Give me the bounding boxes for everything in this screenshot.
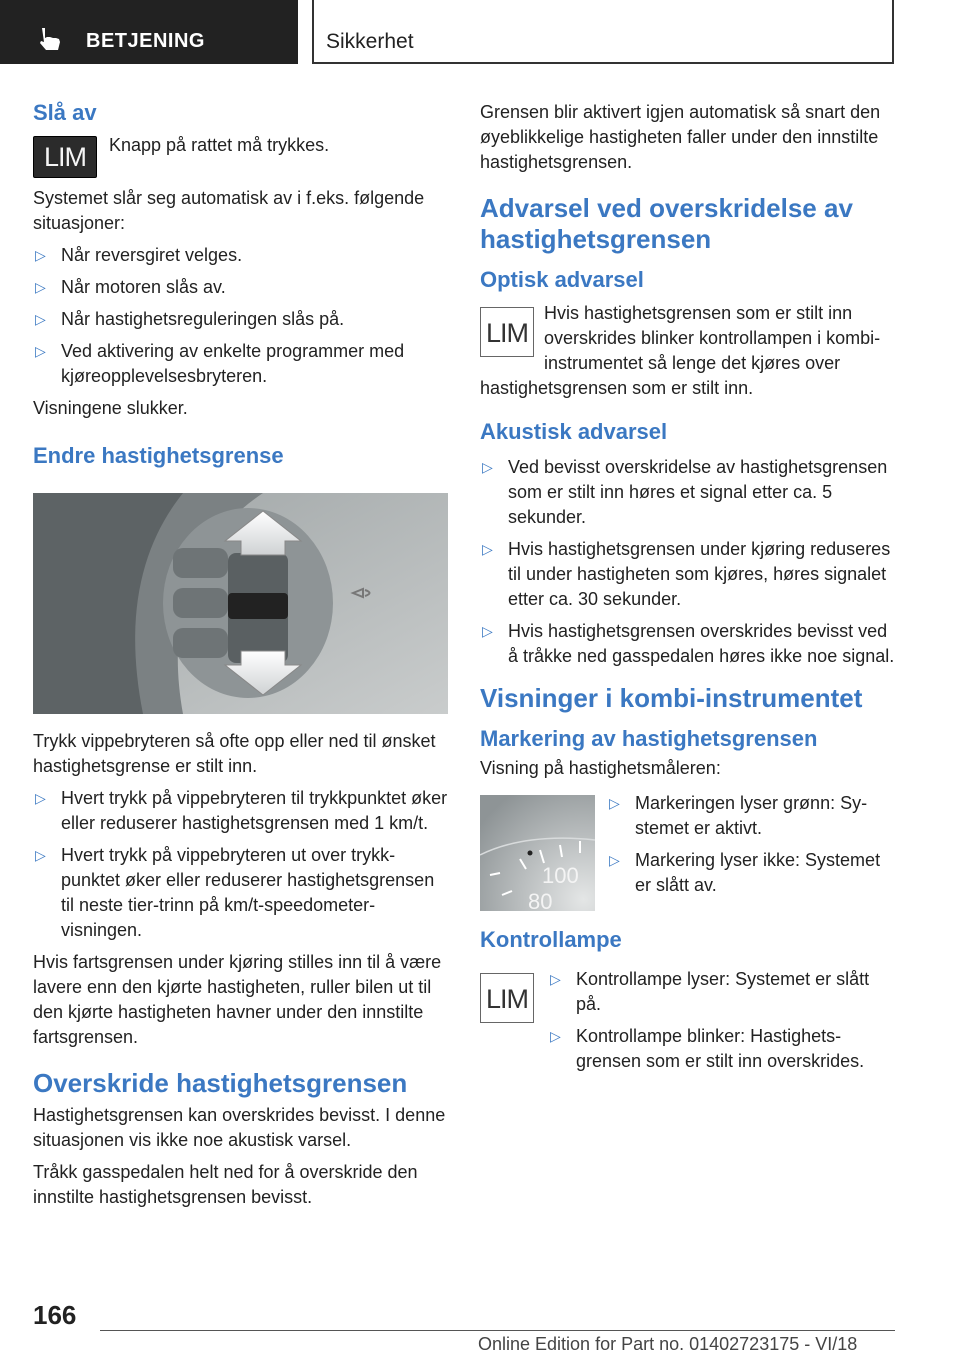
markering-text: Visning på hastighetsmåleren: <box>480 758 721 778</box>
subsection-label: Sikkerhet <box>326 30 414 53</box>
overskride-heading: Overskride hastighetsgrensen <box>33 1068 408 1098</box>
overskride-text-1: Hastighetsgrensen kan overskrides bevisst. I denne situasjonen vis ikke noe akustisk varsel. <box>33 1105 446 1150</box>
kontrollampe-heading: Kontrollampe <box>480 927 622 952</box>
sla-av-row <box>33 136 448 178</box>
list-item: ▷ Når motoren slås av. <box>33 275 448 300</box>
list-item: ▷ Hvert trykk på vippebryteren til trykkpunktet øker eller reduserer hastighetsgrensen med 1 km/t. <box>33 786 448 836</box>
kontrollampe-row <box>480 967 895 1083</box>
grensen-text: Grensen blir aktivert igjen automatisk så snart den øyeblikkelige hastigheten faller under den innstilte hastighetsgrensen. <box>480 102 881 172</box>
list-item: ▷ Ved bevisst overskridelse av hastighetsgrensen som er stilt inn høres et signal etter ca. 5 sekunder. <box>480 455 895 530</box>
speed-label-80: 80 <box>528 889 553 911</box>
edition-text: Online Edition for Part no. 01402723175 - VI/18 <box>478 1334 858 1354</box>
endre-text: Trykk vippebryteren så ofte opp eller ned til ønsket hastighetsgrense er stilt inn. <box>33 731 436 776</box>
hand-pointer-icon <box>36 26 64 52</box>
list-item: ▷ Markering lyser ikke: Systemet er slått av. <box>607 848 895 898</box>
displays-off-text: Visningene slukker. <box>33 398 188 418</box>
page-number: 166 <box>33 1300 77 1330</box>
akustisk-heading: Akustisk advarsel <box>480 419 668 444</box>
kontrollampe-list <box>548 967 895 1081</box>
footer-divider <box>100 1330 895 1331</box>
list-item: ▷ Markeringen lyser grønn: Systemet er aktivt. <box>607 791 895 841</box>
list-item: ▷ Kontrollampe lyser: Systemet er slått på. <box>548 967 895 1017</box>
lim-indicator-icon: LIM <box>480 307 534 357</box>
markering-list <box>607 791 895 905</box>
overskride-text-2: Tråkk gasspedalen helt ned for å overskride den innstilte hastighetsgrensen bevisst. <box>33 1162 418 1207</box>
markering-row <box>480 795 895 911</box>
auto-off-text: Systemet slår seg automatisk av i f.eks. følgende situasjoner: <box>33 188 425 233</box>
akustisk-list <box>480 455 895 669</box>
sla-av-heading: Slå av <box>33 100 97 125</box>
speed-label-100: 100 <box>542 863 579 888</box>
right-column <box>480 100 895 1083</box>
optisk-heading: Optisk advarsel <box>480 267 644 292</box>
list-item: ▷ Hvis hastighetsgrensen overskrides bevisst ved å tråkke ned gasspedalen høres ikke noe signal. <box>480 619 895 669</box>
optisk-text: Hvis hastighetsgrensen som er stilt inn overskrides blinker kontrollampen i kombi-instrumentet så lenge det kjøres over hastighetsgrensen som er stilt inn. <box>480 303 881 398</box>
optisk-block <box>480 301 895 419</box>
list-item: ▷ Kontrollampe blinker: Hastighetsgrensen som er stilt inn overskrides. <box>548 1024 895 1074</box>
list-item: ▷ Hvis hastighetsgrensen under kjøring reduseres til under hastigheten som kjøres, høres signalet etter ca. 30 sekunder. <box>480 537 895 612</box>
speedometer-image <box>480 795 595 911</box>
fartsgrense-text: Hvis fartsgrensen under kjøring stilles inn til å være lavere enn den kjørte hastigheten, ruller bilen ut til den kjørte hastigheten havner under den innstilte fartsgrensen. <box>33 952 442 1047</box>
lim-button-icon: LIM <box>33 136 97 178</box>
sla-av-text: Knapp på rattet må trykkes. <box>109 135 330 155</box>
left-column <box>33 100 448 1217</box>
list-item: ▷ Når hastighetsreguleringen slås på. <box>33 307 448 332</box>
section-label: BETJENING <box>86 30 205 52</box>
list-item: ▷ Ved aktivering av enkelte programmer med kjøreopplevelsesbryteren. <box>33 339 448 389</box>
advarsel-heading: Advarsel ved overskridelse av hastighetsgrensen <box>480 193 853 254</box>
lim-indicator-icon: LIM <box>480 973 534 1023</box>
auto-off-list <box>33 243 448 389</box>
endre-list <box>33 786 448 943</box>
steering-wheel-photo <box>33 493 448 714</box>
markering-heading: Markering av hastighetsgrensen <box>480 726 818 751</box>
header-section-tab <box>0 0 298 64</box>
list-item: ▷ Hvert trykk på vippebryteren ut over trykkpunktet øker eller reduserer hastighetsgrensen til neste tier-trinn på km/t-speedometervisningen. <box>33 843 448 943</box>
visninger-heading: Visninger i kombi-instrumentet <box>480 683 863 713</box>
header-subsection-tab <box>312 0 894 64</box>
list-item: ▷ Når reversgiret velges. <box>33 243 448 268</box>
endre-heading: Endre hastighetsgrense <box>33 443 284 468</box>
